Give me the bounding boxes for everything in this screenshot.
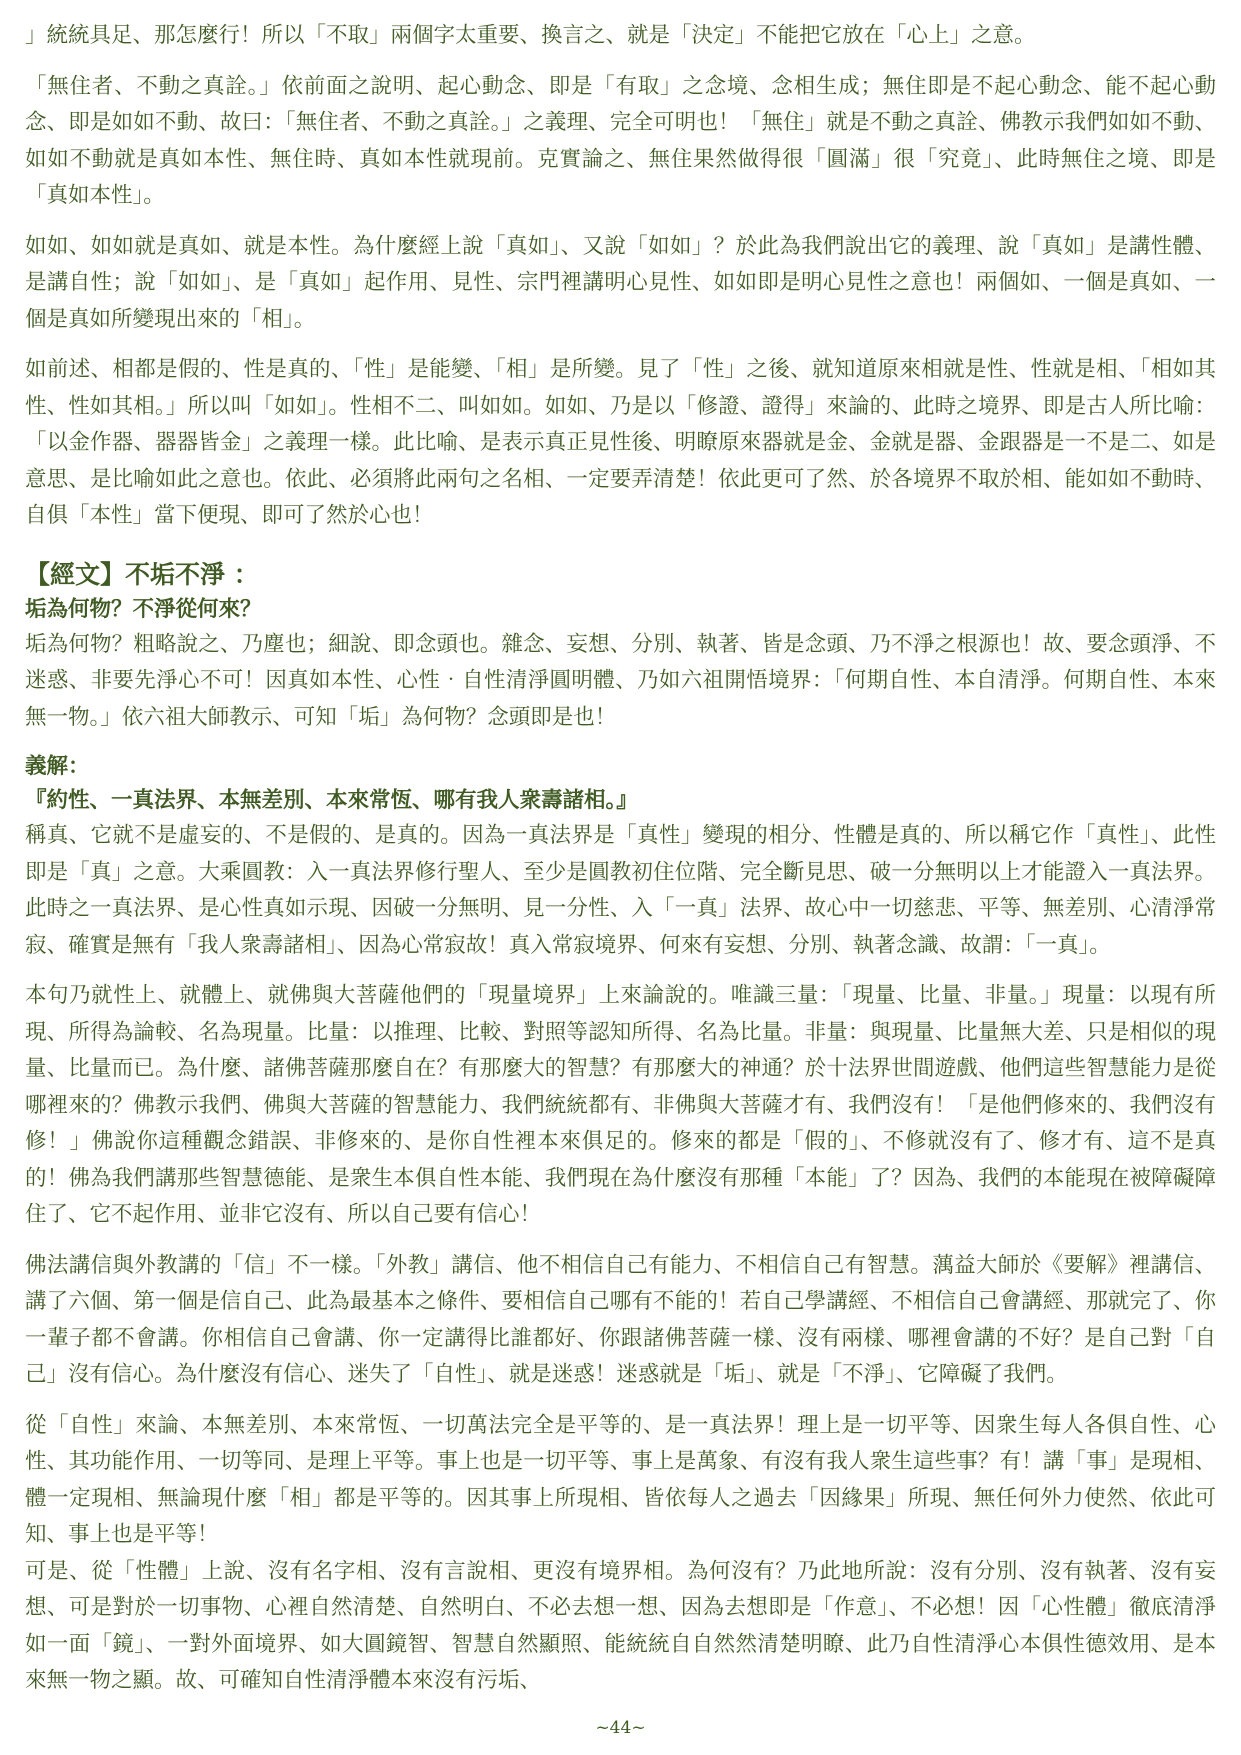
- paragraph-gou-intro: 垢為何物？粗略說之、乃塵也；細說、即念頭也。雜念、妄想、分別、執著、皆是念頭、乃不淨之根源也！故、要念頭淨、不迷惑、非要先淨心不可！因真如本性、心性‧自性清淨圓明體、乃如六祖開悟境界：「何期自性、本自清淨。何期自性、本來無一物。」依六祖大師教示、可知「垢」為何物？念頭即是也！: [25, 631, 1216, 730]
- paragraph-pingdeng: 從「自性」來論、本無差別、本來常恆、一切萬法完全是平等的、是一真法界！理上是一切平等、因衆生每人各俱自性、心性、其功能作用、一切等同、是理上平等。事上也是一切平等、事上是萬象、有沒有我人衆生這些事？有！講「事」是現相、體一定現相、無論現什麼「相」都是平等的。因其事上所現相、皆依每人之過去「因緣果」所現、無任何外力使然、依此可知、事上也是平等！: [25, 1412, 1216, 1547]
- sutra-section-heading: 【經文】不垢不淨 ：: [25, 559, 259, 589]
- paragraph-wuzhu: 「無住者、不動之真詮。」依前面之說明、起心動念、即是「有取」之念境、念相生成；無住即是不起心動念、能不起心動念、即是如如不動、故曰：「無住者、不動之真詮。」之義理、完全可明也！「無住」就是不動之真詮、佛教示我們如如不動、如如不動就是真如本性、無住時、真如本性就現前。克實論之、無住果然做得很「圓滿」很「究竟」、此時無住之境、即是「真如本性」。: [25, 73, 1216, 208]
- paragraph-xiang-xing: 如前述、相都是假的、性是真的、「性」是能變、「相」是所變。見了「性」之後、就知道原來相就是性、性就是相、「相如其性、性如其相。」所以叫「如如」。性相不二、叫如如。如如、乃是以「修證、證得」來論的、此時之境界、即是古人所比喻：「以金作器、器器皆金」之義理一樣。此比喻、是表示真正見性後、明瞭原來器就是金、金就是器、金跟器是一不是二、如是意思、是比喻如此之意也。依此、必須將此兩句之名相、一定要弄清楚！依此更可了然、於各境界不取於相、能如如不動時、自俱「本性」當下便現、即可了然於心也！: [25, 357, 1216, 528]
- meaning-quote: 『約性、一真法界、本無差別、本來常恆、哪有我人衆壽諸相。』: [25, 788, 638, 813]
- paragraph-xingti: 可是、從「性體」上說、沒有名字相、沒有言說相、更沒有境界相。為何沒有？乃此地所說：沒有分別、沒有執著、沒有妄想、可是對於一切事物、心裡自然清楚、自然明白、不必去想一想、因為去想即是「作意」、不必想！因「心性體」徹底清淨如一面「鏡」、一對外面境界、如大圓鏡智、智慧自然顯照、能統統自自然然清楚明瞭、此乃自性清淨心本俱性德效用、是本來無一物之顯。故、可確知自性清淨體本來沒有污垢、: [25, 1558, 1216, 1693]
- paragraph-xin: 佛法講信與外教講的「信」不一樣。「外教」講信、他不相信自己有能力、不相信自己有智慧。蕅益大師於《要解》裡講信、講了六個、第一個是信自己、此為最基本之條件、要相信自己哪有不能的！若自己學講經、不相信自己會講經、那就完了、你一輩子都不會講。你相信自己會講、你一定講得比誰都好、你跟諸佛菩薩一樣、沒有兩樣、哪裡會講的不好？是自己對「自己」沒有信心。為什麼沒有信心、迷失了「自性」、就是迷惑！迷惑就是「垢」、就是「不淨」、它障礙了我們。: [25, 1252, 1216, 1387]
- paragraph-ruru: 如如、如如就是真如、就是本性。為什麼經上說「真如」、又說「如如」？於此為我們說出它的義理、說「真如」是講性體、是講自性；說「如如」、是「真如」起作用、見性、宗門裡講明心見性、如如即是明心見性之意也！兩個如、一個是真如、一個是真如所變現出來的「相」。: [25, 233, 1216, 332]
- sutra-question: 垢為何物？不淨從何來？: [25, 596, 262, 622]
- paragraph-xianliang: 本句乃就性上、就體上、就佛與大菩薩他們的「現量境界」上來論說的。唯識三量：「現量、比量、非量。」現量：以現有所現、所得為論較、名為現量。比量：以推理、比較、對照等認知所得、名為比量。非量：與現量、比量無大差、只是相似的現量、比量而已。為什麼、諸佛菩薩那麼自在？有那麼大的智慧？有那麼大的神通？於十法界世間遊戲、他們這些智慧能力是從哪裡來的？佛教示我們、佛與大菩薩的智慧能力、我們統統都有、非佛與大菩薩才有、我們沒有！「是他們修來的、我們沒有修！」佛說你這種觀念錯誤、非修來的、是你自性裡本來俱足的。修來的都是「假的」、不修就沒有了、修才有、這不是真的！佛為我們講那些智慧德能、是衆生本俱自性本能、我們現在為什麼沒有那種「本能」了？因為、我們的本能現在被障礙障住了、它不起作用、並非它沒有、所以自己要有信心！: [25, 983, 1216, 1227]
- paragraph-continuation: 」統統具足、那怎麼行！所以「不取」兩個字太重要、換言之、就是「決定」不能把它放在「心上」之意。: [25, 23, 1036, 48]
- paragraph-yizhen: 稱真、它就不是虛妄的、不是假的、是真的。因為一真法界是「真性」變現的相分、性體是真的、所以稱它作「真性」、此性即是「真」之意。大乘圓教：入一真法界修行聖人、至少是圓教初住位階、完全斷見思、破一分無明以上才能證入一真法界。此時之一真法界、是心性真如示現、因破一分無明、見一分性、入「一真」法界、故心中一切慈悲、平等、無差別、心清淨常寂、確實是無有「我人衆壽諸相」、因為心常寂故！真入常寂境界、何來有妄想、分別、執著念識、故謂：「一真」。: [25, 823, 1216, 958]
- page-number: ~44~: [595, 1718, 646, 1738]
- document-page: [25, 18, 1216, 1700]
- meaning-label: 義解：: [25, 754, 90, 779]
